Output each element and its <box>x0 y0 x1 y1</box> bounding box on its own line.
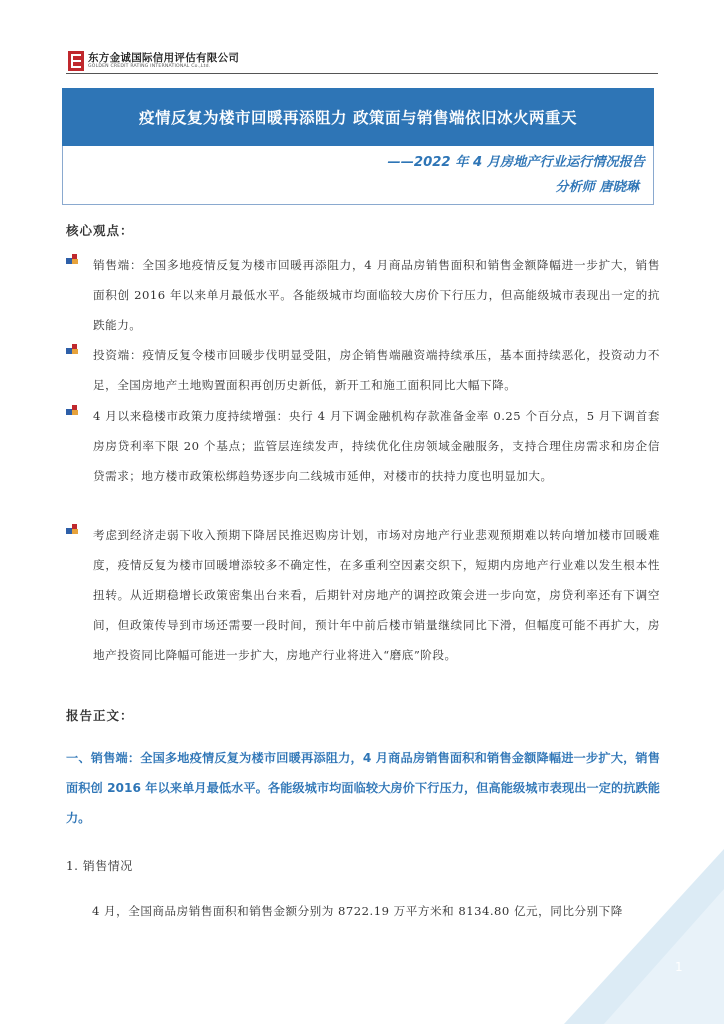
body-paragraph: 4 月，全国商品房销售面积和销售金额分别为 8722.19 万平方米和 8134.80 亿元，同比分别下降 <box>92 904 623 918</box>
bullet-marker-icon <box>66 404 79 417</box>
core-view-item <box>66 250 660 340</box>
core-view-text: 4 月以来稳楼市政策力度持续增强：央行 4 月下调金融机构存款准备金率 0.25 个百分点，5 月下调首套房房贷利率下限 20 个基点；监管层连续发声，持续优化住房领域金融服务，支持合理住房需求和房企信贷需求；地方楼市政策松绑趋势逐步向二线城市延伸，对楼市的扶持力度也明显加大。 <box>93 409 660 483</box>
company-name-cn: 东方金诚国际信用评估有限公司 <box>88 52 240 64</box>
core-view-text: 考虑到经济走弱下收入预期下降居民推迟购房计划，市场对房地产行业悲观预期难以转向增加楼市回暖难度，疫情反复为楼市回暖增添较多不确定性，在多重利空因素交织下，短期内房地产行业难以发生根本性扭转。从近期稳增长政策密集出台来看，后期针对房地产的调控政策会进一步向宽，房贷利率还有下调空间，但政策传导到市场还需要一段时间，预计年中前后楼市销量继续同比下滑，但幅度可能不再扩大，房地产投资同比降幅可能进一步扩大，房地产行业将进入“磨底”阶段。 <box>93 528 660 662</box>
analyst-name: 分析师 唐晓琳 <box>555 180 639 195</box>
core-view-item <box>66 401 660 491</box>
core-view-item <box>66 520 660 670</box>
company-logo-icon <box>68 51 84 71</box>
core-views-label: 核心观点： <box>66 223 134 238</box>
subsection-heading: 1. 销售情况 <box>66 859 133 873</box>
bullet-marker-icon <box>66 343 79 356</box>
page-corner-decoration <box>564 849 724 1024</box>
report-title: 疫情反复为楼市回暖再添阻力 政策面与销售端依旧冰火两重天 <box>139 109 577 127</box>
page-number: 1 <box>675 960 683 974</box>
body-label: 报告正文： <box>66 708 134 723</box>
subtitle-box <box>62 146 654 205</box>
report-subtitle: ——2022 年 4 月房地产行业运行情况报告 <box>387 155 645 170</box>
company-name-en: GOLDEN CREDIT RATING INTERNATIONAL Co.,Ltd. <box>88 64 211 69</box>
core-view-item <box>66 340 660 400</box>
company-logo <box>68 50 239 72</box>
title-banner <box>62 88 654 146</box>
bullet-marker-icon <box>66 523 79 536</box>
core-view-text: 销售端：全国多地疫情反复为楼市回暖再添阻力，4 月商品房销售面积和销售金额降幅进一步扩大，销售面积创 2016 年以来单月最低水平。各能级城市均面临较大房价下行压力，但高能级城市表现出一定的抗跌能力。 <box>93 258 660 332</box>
core-view-text: 投资端：疫情反复令楼市回暖步伐明显受阻，房企销售端融资端持续承压，基本面持续恶化，投资动力不足，全国房地产土地购置面积再创历史新低，新开工和施工面积同比大幅下降。 <box>93 348 660 392</box>
bullet-marker-icon <box>66 253 79 266</box>
section-heading: 一、销售端：全国多地疫情反复为楼市回暖再添阻力，4 月商品房销售面积和销售金额降幅进一步扩大，销售面积创 2016 年以来单月最低水平。各能级城市均面临较大房价下行压力，但高能级城市表现出一定的抗跌能力。 <box>66 751 660 825</box>
header-divider <box>66 73 658 74</box>
